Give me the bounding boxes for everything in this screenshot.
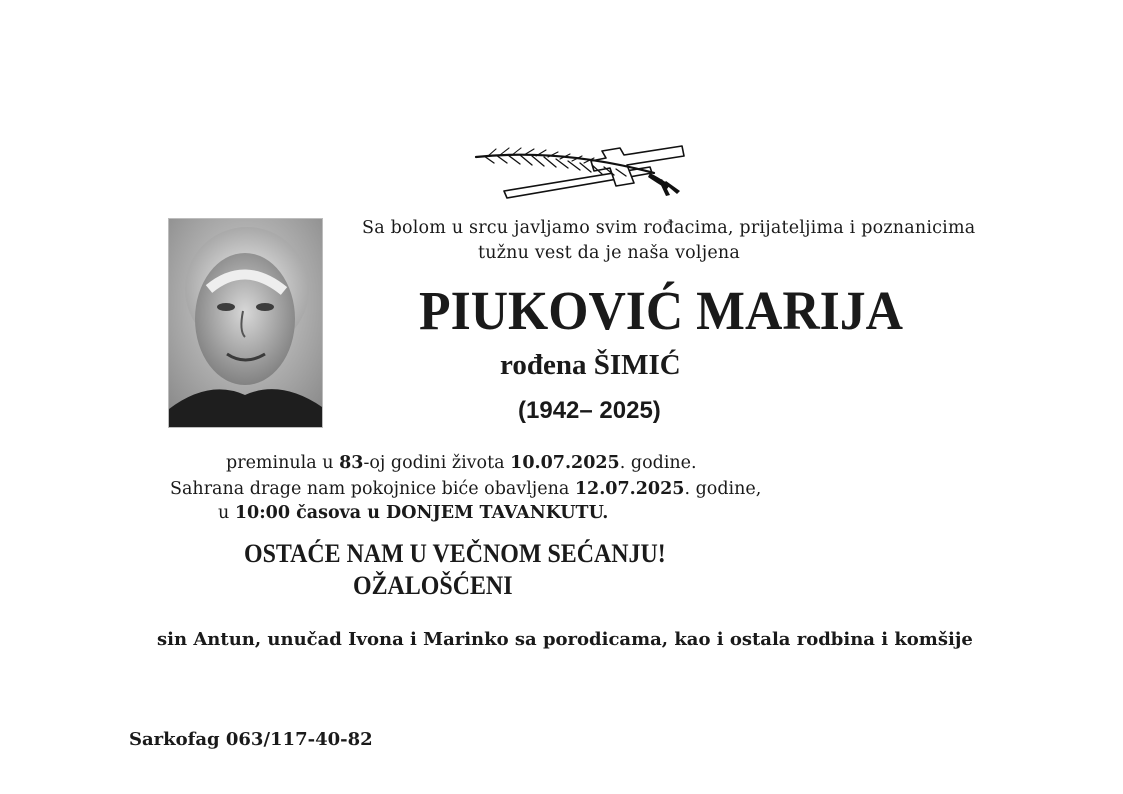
death-date: 10.07.2025	[510, 453, 620, 473]
intro-line-1: Sa bolom u srcu javljamo svim rođacima, prijateljima i poznanicima	[362, 218, 976, 238]
age: 83	[339, 453, 364, 473]
death-info	[226, 453, 697, 473]
time-prefix: u	[218, 503, 235, 523]
time-value: 10:00	[234, 503, 291, 523]
burial-date: 12.07.2025	[574, 479, 685, 499]
intro-line-2: tužnu vest da je naša voljena	[478, 243, 740, 263]
burial-suffix: . godine,	[684, 479, 762, 499]
life-years: (1942– 2025)	[518, 397, 661, 424]
family-list: sin Antun, unučad Ivona i Marinko sa porodicama, kao i ostala rodbina i komšije	[157, 629, 973, 650]
deceased-name: PIUKOVIĆ MARIJA	[419, 280, 903, 341]
maiden-name: rođena ŠIMIĆ	[500, 349, 681, 381]
mourners-label: OŽALOŠĆENI	[353, 571, 513, 600]
death-suffix: . godine.	[619, 453, 697, 473]
burial-prefix: Sahrana drage nam pokojnice biće obavljena	[170, 479, 575, 499]
cross-with-palm-icon	[474, 143, 688, 203]
death-mid: -oj godini života	[363, 453, 511, 473]
burial-time	[218, 503, 608, 523]
burial-info	[170, 479, 761, 499]
remembrance-text: OSTAĆE NAM U VEČNOM SEĆANJU!	[244, 539, 666, 568]
footer-contact: Sarkofag 063/117-40-82	[129, 729, 373, 750]
burial-place: časova u DONJEM TAVANKUTU.	[290, 503, 609, 523]
portrait-photo	[168, 218, 323, 428]
death-prefix: preminula u	[226, 453, 340, 473]
